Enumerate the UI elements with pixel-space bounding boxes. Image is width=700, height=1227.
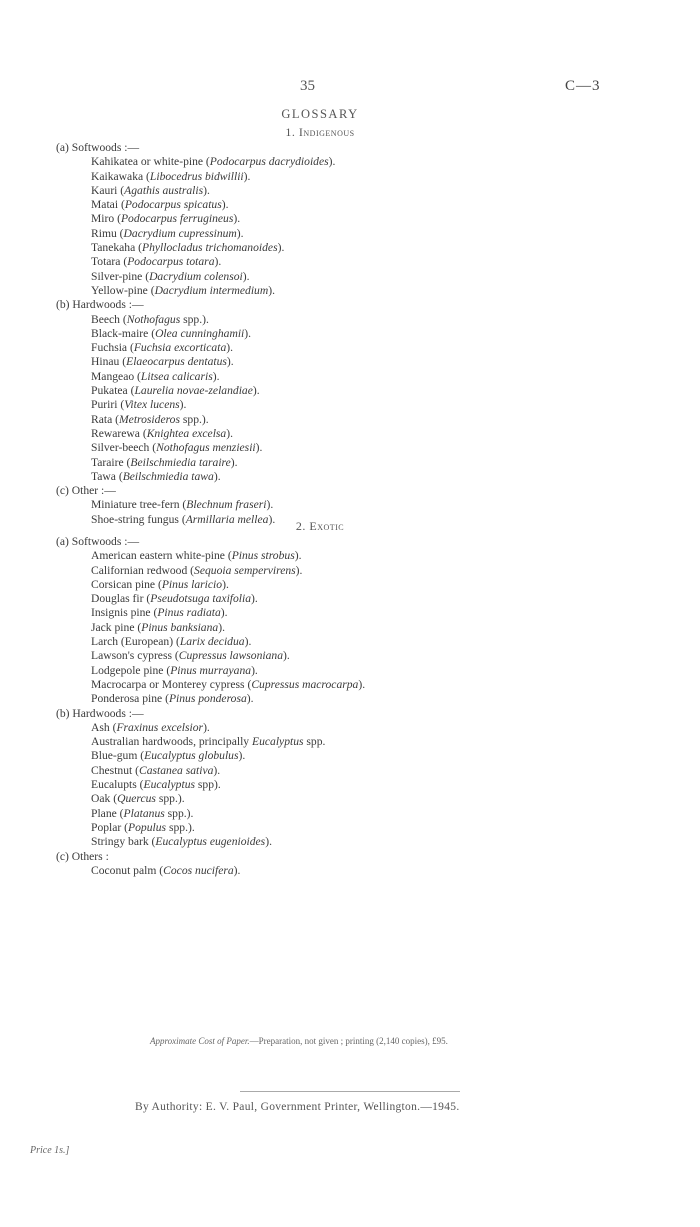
glossary-entry: Totara (Podocarpus totara). [91, 255, 222, 269]
category-label: (a) Softwoods :— [56, 535, 140, 548]
glossary-entry: Macrocarpa or Monterey cypress (Cupressus macrocarpa). [91, 677, 366, 691]
common-name: Corsican pine [91, 577, 156, 591]
common-name: Stringy bark [91, 835, 149, 849]
glossary-entry: Poplar (Populus spp.). [91, 820, 195, 834]
scientific-name: Podocarpus spicatus [124, 198, 222, 212]
glossary-entry: Lawson's cypress (Cupressus lawsoniana). [91, 649, 290, 663]
page-number: 35 [300, 78, 315, 94]
common-name: Eucalupts [91, 778, 137, 792]
glossary-entry: Miro (Podocarpus ferrugineus). [91, 212, 241, 226]
scientific-name: Pinus radiata [157, 606, 221, 620]
scientific-name: Pseudotsuga taxifolia [150, 592, 252, 606]
common-name: Hinau [91, 355, 120, 369]
scientific-name: Cocos nucifera [163, 863, 234, 877]
glossary-entry: American eastern white-pine (Pinus strobus). [91, 549, 302, 563]
category-label: (c) Others : [56, 849, 109, 863]
scientific-name: Eucalyptus eugenioides [155, 835, 266, 849]
species-suffix: spp. [155, 792, 178, 806]
glossary-entry: Black-maire (Olea cunninghamii). [91, 326, 252, 340]
glossary-entry: Coconut palm (Cocos nucifera). [91, 863, 241, 877]
glossary-entry: Tanekaha (Phyllocladus trichomanoides). [91, 241, 285, 255]
glossary-entry: Beech (Nothofagus spp.). [91, 312, 209, 326]
price-label: Price 1s.] [30, 1145, 70, 1156]
glossary-entry: Hinau (Elaeocarpus dentatus). [91, 355, 234, 369]
glossary-entry: Kaikawaka (Libocedrus bidwillii). [91, 169, 251, 183]
printer-authority: By Authority: E. V. Paul, Government Printer, Wellington.—1945. [135, 1101, 460, 1113]
common-name: Coconut palm [91, 863, 157, 877]
common-name: Jack pine [91, 620, 135, 634]
species-suffix: spp. [180, 312, 203, 326]
common-name: Macrocarpa or Monterey cypress [91, 677, 245, 691]
common-name: Silver-beech [91, 441, 150, 455]
common-name: Australian hardwoods, principally [91, 735, 250, 749]
glossary-entry: Tawa (Beilschmiedia tawa). [91, 469, 221, 483]
scientific-name: Blechnum fraseri [186, 498, 267, 512]
common-name: Rimu [91, 226, 117, 240]
cost-label: Approximate Cost of Paper. [150, 1036, 250, 1046]
scientific-name: Podocarpus ferrugineus [120, 212, 234, 226]
scientific-name: Quercus [117, 792, 156, 806]
glossary-entry: Californian redwood (Sequoia sempervirens). [91, 563, 303, 577]
category-label: (a) Softwoods :— [56, 141, 140, 154]
scientific-name: Pinus laricio [161, 577, 223, 591]
scientific-name: Pinus ponderosa [168, 692, 247, 706]
common-name: Black-maire [91, 326, 149, 340]
common-name: Shoe-string fungus [91, 512, 179, 526]
species-suffix: spp. [164, 806, 187, 820]
scientific-name: Litsea calicaris [140, 369, 213, 383]
scientific-name: Beilschmiedia tawa [122, 469, 214, 483]
scientific-name: Dacrydium cupressinum [123, 226, 237, 240]
glossary-entry: Chestnut (Castanea sativa). [91, 763, 221, 777]
common-name: Tanekaha [91, 241, 136, 255]
common-name: Poplar [91, 820, 122, 834]
common-name: Totara [91, 255, 121, 269]
species-suffix: spp. [166, 820, 188, 834]
common-name: Douglas fir [91, 592, 144, 606]
common-name: Matai [91, 198, 119, 212]
scientific-name: Beilschmiedia taraire [130, 455, 231, 469]
scientific-name: Knightea excelsa [146, 426, 227, 440]
glossary-entry: Silver-pine (Dacrydium colensoi). [91, 269, 250, 283]
common-name: Rata [91, 412, 113, 426]
glossary-entry: Rewarewa (Knightea excelsa). [91, 426, 233, 440]
indigenous-list [56, 141, 335, 527]
common-name: Larch (European) [91, 635, 174, 649]
scientific-name: Pinus murrayana [170, 663, 252, 677]
common-name: American eastern white-pine [91, 549, 225, 563]
common-name: Lawson's cypress [91, 649, 172, 663]
cost-note [150, 1036, 448, 1046]
common-name: Kahikatea or white-pine [91, 155, 204, 169]
glossary-entry: Kauri (Agathis australis). [91, 183, 210, 197]
cost-text: —Preparation, not given ; printing (2,140 copies), £95. [249, 1036, 448, 1046]
glossary-entry: Rata (Metrosideros spp.). [91, 412, 209, 426]
scientific-name: Pinus strobus [231, 549, 295, 563]
scientific-name: Vitex lucens [124, 398, 180, 412]
glossary-entry: Matai (Podocarpus spicatus). [91, 198, 229, 212]
scientific-name: Eucalyptus [252, 735, 304, 749]
glossary-entry: Rimu (Dacrydium cupressinum). [91, 226, 244, 240]
scientific-name: Dacrydium colensoi [149, 269, 243, 283]
common-name: Kaikawaka [91, 169, 144, 183]
scientific-name: Podocarpus dacrydioides [209, 155, 329, 169]
species-suffix: spp. [303, 735, 326, 749]
common-name: Taraire [91, 455, 124, 469]
category-label: (c) Other :— [56, 484, 116, 498]
glossary-entry: Mangeao (Litsea calicaris). [91, 369, 220, 383]
scientific-name: Cupressus lawsoniana [178, 649, 284, 663]
species-suffix: spp [195, 778, 215, 792]
scientific-name: Fraxinus excelsior [116, 720, 204, 734]
glossary-entry: Ash (Fraxinus excelsior). [91, 720, 210, 734]
scientific-name: Larix decidua [179, 635, 245, 649]
common-name: Puriri [91, 398, 118, 412]
common-name: Californian redwood [91, 563, 188, 577]
common-name: Rewarewa [91, 426, 140, 440]
scientific-name: Metrosideros [119, 412, 180, 426]
glossary-entry: Corsican pine (Pinus laricio). [91, 577, 229, 591]
scientific-name: Pinus banksiana [141, 620, 219, 634]
scientific-name: Armillaria mellea [185, 512, 269, 526]
glossary-entry: Ponderosa pine (Pinus ponderosa). [91, 692, 254, 706]
glossary-entry: Miniature tree-fern (Blechnum fraseri). [91, 498, 274, 512]
glossary-entry: Blue-gum (Eucalyptus globulus). [91, 749, 246, 763]
common-name: Ash [91, 720, 110, 734]
common-name: Pukatea [91, 384, 128, 398]
glossary-entry: Insignis pine (Pinus radiata). [91, 606, 228, 620]
glossary-entry: Douglas fir (Pseudotsuga taxifolia). [91, 592, 258, 606]
glossary-entry: Eucalupts (Eucalyptus spp). [91, 778, 221, 792]
document-reference: C—3 [565, 78, 601, 94]
scientific-name: Podocarpus totara [127, 255, 215, 269]
scientific-name: Nothofagus [126, 312, 181, 326]
glossary-entry: Silver-beech (Nothofagus menziesii). [91, 441, 263, 455]
scientific-name: Agathis australis [124, 183, 204, 197]
common-name: Ponderosa pine [91, 692, 163, 706]
common-name: Insignis pine [91, 606, 151, 620]
scientific-name: Eucalyptus globulus [144, 749, 239, 763]
scientific-name: Olea cunninghamii [155, 326, 245, 340]
scientific-name: Populus [128, 820, 167, 834]
species-suffix: spp. [179, 412, 202, 426]
common-name: Beech [91, 312, 120, 326]
common-name: Yellow-pine [91, 283, 148, 297]
common-name: Miniature tree-fern [91, 498, 180, 512]
common-name: Mangeao [91, 369, 135, 383]
common-name: Silver-pine [91, 269, 143, 283]
common-name: Lodgepole pine [91, 663, 164, 677]
scientific-name: Sequoia sempervirens [194, 563, 296, 577]
scientific-name: Cupressus macrocarpa [251, 677, 359, 691]
scientific-name: Nothofagus menziesii [156, 441, 256, 455]
glossary-entry [56, 735, 365, 749]
glossary-entry: Plane (Platanus spp.). [91, 806, 194, 820]
common-name: Chestnut [91, 763, 133, 777]
category-label: (b) Hardwoods :— [56, 298, 144, 312]
common-name: Fuchsia [91, 341, 128, 355]
glossary-entry: Puriri (Vitex lucens). [91, 398, 187, 412]
scientific-name: Phyllocladus trichomanoides [142, 241, 278, 255]
glossary-entry: Taraire (Beilschmiedia taraire). [91, 455, 238, 469]
common-name: Plane [91, 806, 117, 820]
glossary-entry: Lodgepole pine (Pinus murrayana). [91, 663, 258, 677]
common-name: Tawa [91, 469, 116, 483]
scientific-name: Eucalyptus [143, 778, 195, 792]
glossary-entry: Yellow-pine (Dacrydium intermedium). [91, 283, 275, 297]
scientific-name: Libocedrus bidwillii [149, 169, 244, 183]
glossary-entry: Larch (European) (Larix decidua). [91, 635, 252, 649]
common-name: Kauri [91, 183, 118, 197]
glossary-title: GLOSSARY [281, 107, 359, 121]
common-name: Blue-gum [91, 749, 138, 763]
glossary-entry: Oak (Quercus spp.). [91, 792, 185, 806]
scientific-name: Dacrydium intermedium [154, 283, 269, 297]
scientific-name: Platanus [123, 806, 165, 820]
glossary-entry: Fuchsia (Fuchsia excorticata). [91, 341, 234, 355]
section-heading-indigenous: 1. Indigenous [285, 125, 355, 139]
section-heading-exotic: 2. Exotic [295, 519, 345, 533]
common-name: Oak [91, 792, 111, 806]
glossary-entry: Shoe-string fungus (Armillaria mellea). [91, 512, 276, 526]
scientific-name: Laurelia novae-zelandiae [134, 384, 253, 398]
exotic-list [56, 535, 365, 878]
category-label: (b) Hardwoods :— [56, 706, 144, 720]
glossary-entry: Jack pine (Pinus banksiana). [91, 620, 225, 634]
scientific-name: Fuchsia excorticata [133, 341, 227, 355]
glossary-entry: Kahikatea or white-pine (Podocarpus dacrydioides). [91, 155, 336, 169]
common-name: Miro [91, 212, 115, 226]
scientific-name: Elaeocarpus dentatus [126, 355, 227, 369]
glossary-entry: Pukatea (Laurelia novae-zelandiae). [91, 384, 260, 398]
scientific-name: Castanea sativa [139, 763, 214, 777]
divider-rule [240, 1091, 460, 1092]
glossary-entry: Stringy bark (Eucalyptus eugenioides). [91, 835, 272, 849]
